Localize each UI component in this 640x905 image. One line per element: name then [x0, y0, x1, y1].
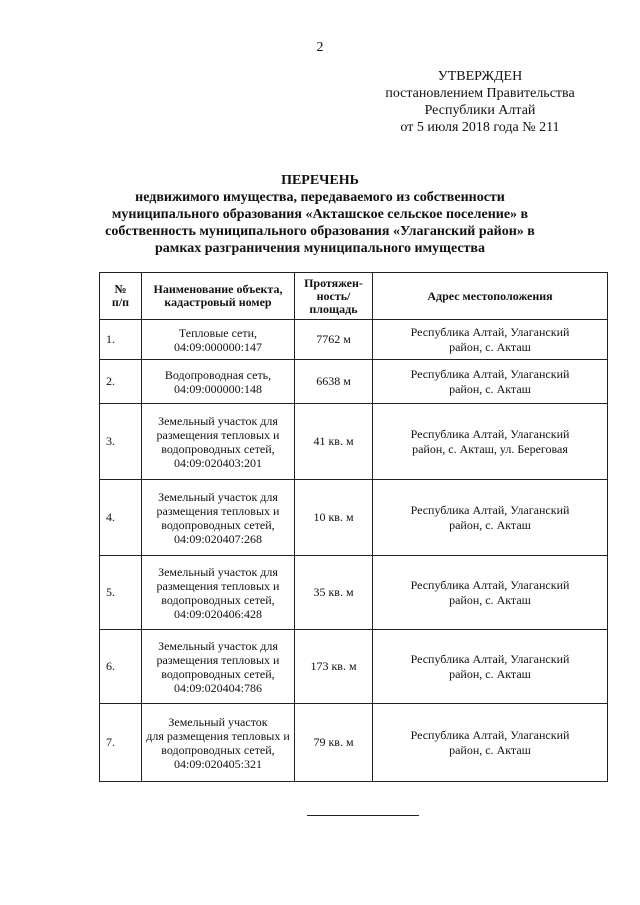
end-divider: [307, 815, 419, 816]
row-number: 5.: [100, 556, 142, 630]
object-name: Земельный участок для размещения тепловых и водопроводных сетей, 04:09:020407:268: [142, 480, 295, 556]
object-address: Республика Алтай, Улаганский район, с. Акташ: [373, 360, 608, 404]
object-address: Республика Алтай, Улаганский район, с. Акташ, ул. Береговая: [373, 404, 608, 480]
object-length: 10 кв. м: [295, 480, 373, 556]
object-name: Земельный участок для размещения тепловых и водопроводных сетей, 04:09:020406:428: [142, 556, 295, 630]
table-row: [100, 630, 608, 704]
title-line-1: ПЕРЕЧЕНЬ: [281, 173, 359, 188]
row-number: 4.: [100, 480, 142, 556]
object-length: 79 кв. м: [295, 704, 373, 782]
approval-line-4: от 5 июля 2018 года № 211: [400, 120, 560, 135]
object-length: 35 кв. м: [295, 556, 373, 630]
object-name: Земельный участок для размещения тепловых и водопроводных сетей, 04:09:020403:201: [142, 404, 295, 480]
object-name: Тепловые сети, 04:09:000000:147: [142, 320, 295, 360]
object-address: Республика Алтай, Улаганский район, с. Акташ: [373, 556, 608, 630]
object-length: 41 кв. м: [295, 404, 373, 480]
table-row: [100, 556, 608, 630]
property-table: [99, 272, 608, 782]
table-header-row: [100, 273, 608, 320]
object-address: Республика Алтай, Улаганский район, с. Акташ: [373, 704, 608, 782]
title-line-3: муниципального образования «Акташское сельское поселение» в: [111, 207, 529, 222]
header-name: Наименование объекта, кадастровый номер: [142, 273, 295, 320]
object-name: Водопроводная сеть, 04:09:000000:148: [142, 360, 295, 404]
row-number: 2.: [100, 360, 142, 404]
object-address: Республика Алтай, Улаганский район, с. Акташ: [373, 480, 608, 556]
object-length: 173 кв. м: [295, 630, 373, 704]
table-row: [100, 404, 608, 480]
object-name: Земельный участок для размещения тепловых и водопроводных сетей, 04:09:020404:786: [142, 630, 295, 704]
table-row: [100, 320, 608, 360]
header-length: Протяжен- ность/ площадь: [295, 273, 373, 320]
title-line-5: рамках разграничения муниципального имущества: [155, 241, 485, 256]
object-address: Республика Алтай, Улаганский район, с. Акташ: [373, 320, 608, 360]
table-row: [100, 480, 608, 556]
approval-line-2: постановлением Правительства: [385, 86, 575, 101]
header-num: № п/п: [100, 273, 142, 320]
object-length: 6638 м: [295, 360, 373, 404]
row-number: 3.: [100, 404, 142, 480]
row-number: 1.: [100, 320, 142, 360]
object-length: 7762 м: [295, 320, 373, 360]
table-row: [100, 704, 608, 782]
approval-line-1: УТВЕРЖДЕН: [437, 69, 523, 84]
title-line-4: собственность муниципального образования «Улаганский район» в: [105, 224, 535, 239]
page-number: 2: [316, 40, 324, 55]
document-title: [90, 172, 550, 257]
row-number: 7.: [100, 704, 142, 782]
object-name: Земельный участок для размещения тепловых и водопроводных сетей, 04:09:020405:321: [142, 704, 295, 782]
approval-line-3: Республики Алтай: [424, 103, 536, 118]
object-address: Республика Алтай, Улаганский район, с. Акташ: [373, 630, 608, 704]
table-row: [100, 360, 608, 404]
row-number: 6.: [100, 630, 142, 704]
header-address: Адрес местоположения: [373, 273, 608, 320]
approval-stamp: [360, 68, 600, 136]
title-line-2: недвижимого имущества, передаваемого из собственности: [135, 190, 505, 205]
